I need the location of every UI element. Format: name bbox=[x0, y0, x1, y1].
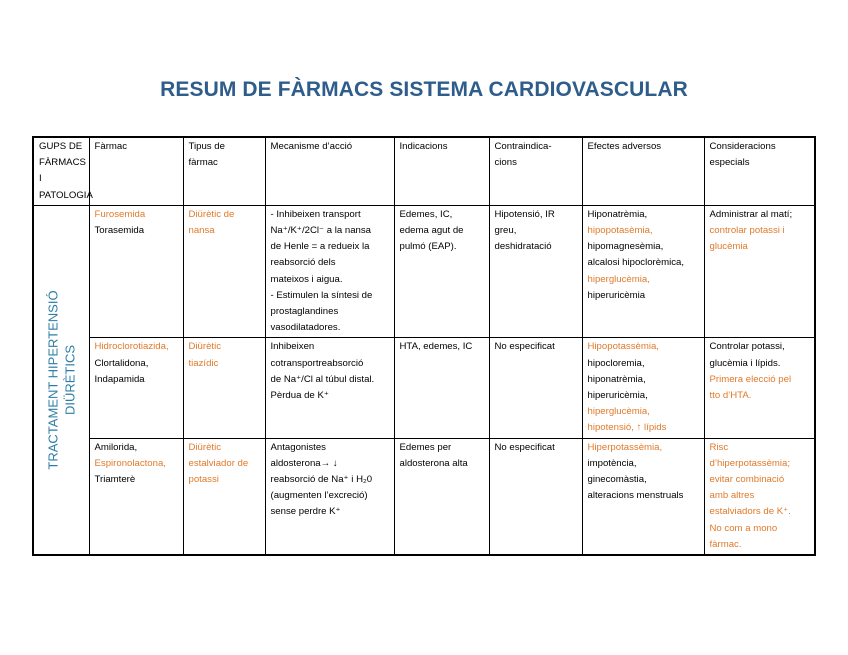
cell-line: No com a mono bbox=[709, 522, 778, 534]
cell-line: estalviadors de K⁺. bbox=[709, 506, 791, 518]
side-group-label bbox=[33, 205, 89, 555]
cell-line: aldosterona→ ↓ bbox=[270, 457, 338, 469]
cell-line: Amilorida, bbox=[94, 441, 138, 453]
cell-line: Antagonistes bbox=[270, 441, 326, 453]
cell-line: No especificat bbox=[494, 441, 555, 453]
cell-consideracions bbox=[704, 205, 815, 338]
cell-line: tiazídic bbox=[188, 357, 219, 369]
cell-line: Diürètic bbox=[188, 441, 222, 453]
table-row bbox=[33, 205, 815, 338]
cell-indicacions bbox=[394, 438, 489, 555]
header-contraindicacions: Contraindica- cions bbox=[489, 137, 582, 205]
cell-indicacions bbox=[394, 338, 489, 438]
drug-summary-table bbox=[32, 136, 816, 556]
cell-line: estalviador de bbox=[188, 457, 249, 469]
cell-line: d’hiperpotassèmia; bbox=[709, 457, 791, 469]
cell-line: hiperuricèmia bbox=[587, 289, 646, 301]
cell-line: prostaglandines bbox=[270, 306, 339, 318]
cell-line: hipotensió, ↑ lípids bbox=[587, 422, 667, 434]
cell-line: Administrar al matí; bbox=[709, 208, 793, 220]
cell-line: deshidratació bbox=[494, 241, 552, 253]
cell-line: impotència, bbox=[587, 457, 637, 469]
cell-mecanisme bbox=[265, 438, 394, 555]
cell-line: sense perdre K⁺ bbox=[270, 506, 341, 518]
side-label-line: DIÜRÈTICS bbox=[62, 344, 78, 416]
cell-line: - Inhibeixen transport bbox=[270, 208, 361, 220]
cell-line: nansa bbox=[188, 225, 215, 237]
header-mecanisme: Mecanisme d’acció bbox=[265, 137, 394, 205]
header-indicacions: Indicacions bbox=[394, 137, 489, 205]
cell-contraindicacions bbox=[489, 205, 582, 338]
table-row bbox=[33, 438, 815, 555]
cell-line: alcalosi hipoclorèmica, bbox=[587, 257, 685, 269]
cell-line: ginecomàstia, bbox=[587, 474, 647, 486]
cell-line: Edemes, IC, bbox=[399, 208, 453, 220]
cell-line: mateixos i aigua. bbox=[270, 273, 343, 285]
cell-line: Hipotensió, IR bbox=[494, 208, 555, 220]
cell-line: Pèrdua de K⁺ bbox=[270, 390, 329, 402]
cell-line: aldosterona alta bbox=[399, 457, 468, 469]
cell-line: hipomagnesèmia, bbox=[587, 241, 664, 253]
cell-line: Hiponatrèmia, bbox=[587, 208, 648, 220]
header-consideracions: Consideracions especials bbox=[704, 137, 815, 205]
cell-line: Primera elecció pel bbox=[709, 373, 792, 385]
cell-consideracions bbox=[704, 338, 815, 438]
cell-line: Na⁺/K⁺/2Cl⁻ a la nansa bbox=[270, 225, 372, 237]
cell-farmac bbox=[89, 205, 183, 338]
cell-tipus bbox=[183, 338, 265, 438]
cell-line: controlar potassi i bbox=[709, 225, 785, 237]
cell-indicacions bbox=[394, 205, 489, 338]
cell-line: Indapamida bbox=[94, 373, 145, 385]
cell-line: Controlar potassi, bbox=[709, 341, 785, 353]
cell-line: evitar combinació bbox=[709, 474, 785, 486]
cell-line: glucèmia i lípids. bbox=[709, 357, 781, 369]
header-groups: GUPS DE FÀRMACS I PATOLOGIA bbox=[33, 137, 89, 205]
cell-farmac bbox=[89, 338, 183, 438]
cell-line: potassi bbox=[188, 474, 219, 486]
cell-line: Inhibeixen bbox=[270, 341, 315, 353]
cell-line: tto d’HTA. bbox=[709, 390, 752, 402]
cell-line: Risc bbox=[709, 441, 729, 453]
cell-line: amb altres bbox=[709, 490, 755, 502]
cell-line: No especificat bbox=[494, 341, 555, 353]
cell-contraindicacions bbox=[489, 438, 582, 555]
cell-line: pulmó (EAP). bbox=[399, 241, 457, 253]
cell-line: cotransportreabsorció bbox=[270, 357, 364, 369]
cell-efectes bbox=[582, 205, 704, 338]
cell-tipus bbox=[183, 205, 265, 338]
cell-line: hiperuricèmia, bbox=[587, 390, 648, 402]
cell-line: Hidroclorotiazida, bbox=[94, 341, 169, 353]
cell-line: alteracions menstruals bbox=[587, 490, 684, 502]
cell-line: de Na⁺/Cl al túbul distal. bbox=[270, 373, 375, 385]
cell-mecanisme bbox=[265, 205, 394, 338]
cell-line: hipocloremia, bbox=[587, 357, 645, 369]
cell-line: Edemes per bbox=[399, 441, 452, 453]
cell-line: reabsorció dels bbox=[270, 257, 336, 269]
header-row bbox=[33, 137, 815, 205]
cell-line: Diürètic bbox=[188, 341, 222, 353]
cell-line: hiponatrèmia, bbox=[587, 373, 646, 385]
cell-line: greu, bbox=[494, 225, 517, 237]
cell-mecanisme bbox=[265, 338, 394, 438]
cell-farmac bbox=[89, 438, 183, 555]
cell-line: HTA, edemes, IC bbox=[399, 341, 473, 353]
cell-line: - Estimulen la síntesi de bbox=[270, 289, 373, 301]
cell-contraindicacions bbox=[489, 338, 582, 438]
cell-efectes bbox=[582, 438, 704, 555]
cell-line: Espironolactona, bbox=[94, 457, 166, 469]
cell-consideracions bbox=[704, 438, 815, 555]
header-farmac: Fàrmac bbox=[89, 137, 183, 205]
cell-line: Furosemida bbox=[94, 208, 146, 220]
cell-tipus bbox=[183, 438, 265, 555]
cell-line: hipopotasèmia, bbox=[587, 225, 653, 237]
cell-line: Torasemida bbox=[94, 225, 145, 237]
cell-line: hiperglucèmia, bbox=[587, 273, 650, 285]
page-title: RESUM DE FÀRMACS SISTEMA CARDIOVASCULAR bbox=[160, 78, 688, 101]
cell-efectes bbox=[582, 338, 704, 438]
cell-line: Diürètic de bbox=[188, 208, 235, 220]
cell-line: Hipopotassèmia, bbox=[587, 341, 659, 353]
cell-line: edema agut de bbox=[399, 225, 464, 237]
cell-line: Clortalidona, bbox=[94, 357, 149, 369]
cell-line: fàrmac. bbox=[709, 538, 742, 550]
cell-line: glucèmia bbox=[709, 241, 748, 253]
cell-line: de Henle = a redueix la bbox=[270, 241, 370, 253]
cell-line: reabsorció de Na⁺ i H₂0 bbox=[270, 474, 373, 486]
cell-line: vasodilatadores. bbox=[270, 322, 341, 334]
cell-line: Hiperpotassèmia, bbox=[587, 441, 663, 453]
header-tipus: Tipus de fàrmac bbox=[183, 137, 265, 205]
cell-line: hiperglucèmia, bbox=[587, 406, 650, 418]
header-efectes: Efectes adversos bbox=[582, 137, 704, 205]
table-row bbox=[33, 338, 815, 438]
side-label-line: TRACTAMENT HIPERTENSIÓ bbox=[45, 290, 61, 470]
cell-line: Triamterè bbox=[94, 474, 136, 486]
cell-line: (augmenten l’excreció) bbox=[270, 490, 368, 502]
